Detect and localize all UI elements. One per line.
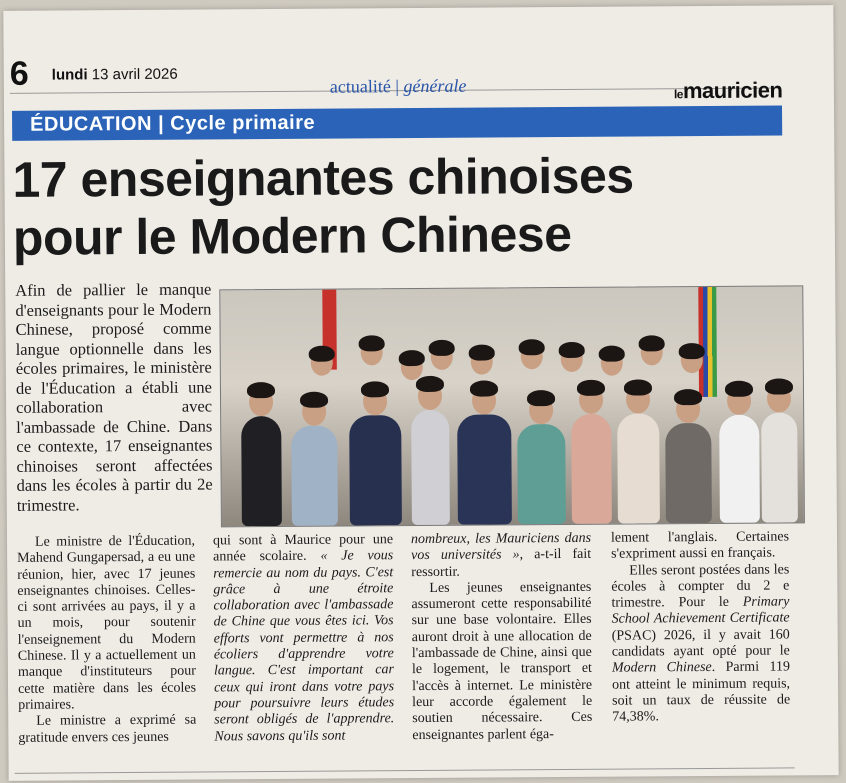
col4-paragraph-1: lement l'anglais. Certaines s'expriment aussi en français. [610, 529, 790, 562]
person-hair [399, 350, 425, 366]
person-hair [519, 339, 545, 355]
person-hair [679, 343, 705, 359]
col3-quote: nombreux, les Mauriciens dans vos universités » [410, 530, 592, 564]
newspaper-page [3, 5, 838, 781]
person-hair [725, 381, 753, 397]
issue-date [52, 66, 178, 84]
person-body [617, 413, 660, 523]
col3-paragraph-1 [411, 531, 591, 581]
masthead [9, 43, 783, 104]
article-column-3 [411, 531, 592, 744]
person-hair [359, 335, 385, 351]
col4-paragraph-2 [611, 562, 790, 726]
person-hair [361, 381, 389, 397]
person-body [411, 410, 450, 525]
person-hair [599, 346, 625, 362]
article-column-1 [17, 534, 196, 747]
article-column-2 [213, 532, 394, 745]
person-body [719, 415, 760, 523]
person-body [571, 414, 612, 524]
col4-text-d: Modern Chinese [611, 660, 712, 677]
person-hair [469, 344, 495, 360]
col2-quote: « Je vous remercie au nom du pays. C'est grâce à une étroite collaboration avec l'ambassade de Chine que vous êtes ici. Vos efforts vont permettre à nos écoliers d'apprendre votre langue. C'est important car ceux qui iront dans votre pays pour poursuivre leurs études seront obligés de l'apprendre. Nous savons qu'ils sont [213, 548, 395, 745]
person-hair [527, 390, 555, 406]
person-hair [429, 340, 455, 356]
person-hair [674, 389, 702, 405]
col2-paragraph [213, 532, 394, 745]
col4-text-c: (PSAC) 2026, il y avait 160 candidats ayant opté pour le [611, 627, 790, 660]
person-hair [577, 380, 605, 396]
col3-paragraph-2: Les jeunes enseignantes assumeront cette responsabilité sur une base volontaire. Elles auront droit à une allocation de l'ambassade de Chine, ainsi que le logement, le transport et l'accès à internet. Le ministère leur accorde également le soutien nécessaire. Ces enseignantes parlent éga- [411, 579, 593, 743]
section-band-label: ÉDUCATION | Cycle primaire [30, 111, 316, 136]
group-photo [219, 285, 805, 527]
page-number: 6 [9, 54, 29, 93]
person-hair [309, 346, 335, 362]
person-body [457, 414, 512, 524]
col1-paragraph-1: Le ministre de l'Éducation, Mahend Gungapersad, a eu une réunion, hier, avec 17 jeunes enseignantes chinoises. Celles-ci sont arrivées au pays, il y a un mois, pour soutenir l'enseignement du Modern Chinese. Il y a actuellement un manque d'instituteurs pour cette matière dans les écoles primaires. [17, 533, 197, 713]
logo-prefix: le [673, 87, 683, 102]
rubric-main: actualité [329, 76, 391, 97]
col2-text: qui sont à Maurice pour une année scolaire. [212, 532, 394, 565]
person-body [241, 416, 282, 526]
person-hair [300, 392, 328, 408]
col1-paragraph-2: Le ministre a exprimé sa gratitude envers ces jeunes [18, 712, 197, 746]
person-hair [765, 378, 793, 394]
section-band [12, 105, 782, 140]
newspaper-logo [674, 77, 783, 104]
section-rubric: actualité | générale [329, 75, 467, 97]
person-body [349, 415, 402, 525]
person-hair [470, 380, 498, 396]
person-hair [559, 342, 585, 358]
headline [12, 145, 793, 266]
col3-text: , a-t-il fait ressortir. [411, 547, 592, 580]
col4-text-e: . Parmi 119 ont atteint le minimum requis, soit un taux de réussite de 74,38%. [611, 659, 791, 725]
headline-line-1: 17 enseignantes chinoises [12, 147, 634, 208]
person-hair [624, 379, 652, 395]
mauritius-flag-icon [698, 287, 717, 397]
person-body [761, 412, 798, 522]
page-bottom-rule [15, 767, 795, 773]
person-body [517, 424, 566, 524]
headline-line-2: pour le Modern Chinese [12, 205, 572, 266]
article-column-4 [611, 529, 790, 726]
person-hair [247, 382, 275, 398]
person-hair [639, 335, 665, 351]
person-body [291, 426, 338, 526]
issue-day: lundi [51, 66, 88, 84]
issue-date-text: 13 avril 2026 [91, 65, 178, 84]
person-hair [416, 376, 444, 392]
col4-text-a: Elles seront postées dans les écoles à compter du 2 e trimestre. Pour le [611, 562, 790, 611]
person-body [665, 423, 712, 523]
rubric-sub: générale [403, 75, 467, 97]
lead-paragraph: Afin de pallier le manque d'enseignants pour le Modern Chinese, proposé comme langue optionnelle dans les écoles primaires, le ministère de l'Éducation a établi une collaboration avec l'ambassade de Chine. Dans ce contexte, 17 enseignantes chinoises seront affectées dans les écoles à partir du 2e trimestre. [15, 279, 213, 515]
col4-text-b: Primary School Achievement Certificate [611, 594, 790, 628]
logo-name: mauricien [682, 77, 783, 104]
